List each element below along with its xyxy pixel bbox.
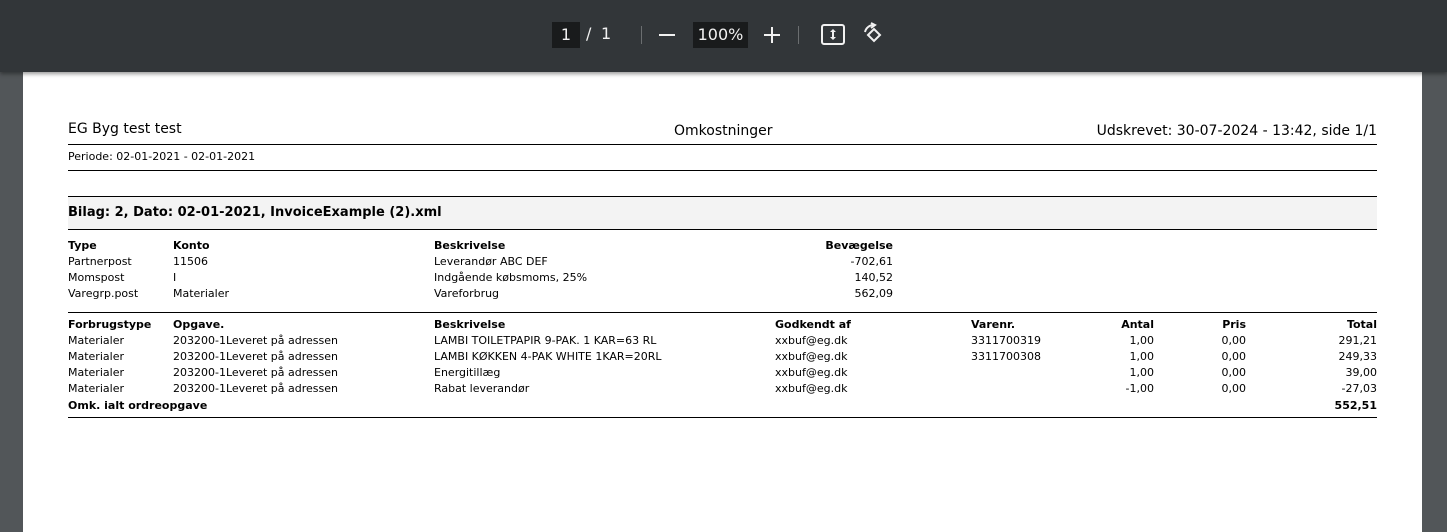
postings-rule (68, 312, 1377, 313)
pdf-toolbar (0, 0, 1447, 72)
consumption-godkendt: xxbuf@eg.dk (775, 366, 848, 379)
total-pages: 1 (601, 24, 612, 43)
consumption-antal: 1,00 (1129, 334, 1154, 347)
consumption-beskrivelse: LAMBI KØKKEN 4-PAK WHITE 1KAR=20RL (434, 350, 662, 363)
page-number-input[interactable]: 1 (552, 22, 580, 48)
posting-beskrivelse: Indgående købsmoms, 25% (434, 271, 588, 284)
minus-icon (655, 20, 679, 50)
voucher-header-band (68, 196, 1377, 230)
consumption-pris: 0,00 (1221, 334, 1246, 347)
consumption-opgave: 203200-1Leveret på adressen (173, 350, 338, 363)
period-rule (68, 170, 1377, 171)
postings-header-type: Type (68, 239, 97, 252)
printed-info: Udskrevet: 30-07-2024 - 13:42, side 1/1 (1096, 123, 1377, 139)
zoom-out-button[interactable] (655, 20, 679, 50)
header-rule (68, 144, 1377, 145)
posting-beskrivelse: Vareforbrug (434, 287, 500, 300)
consumption-forbrugstype: Materialer (68, 350, 124, 363)
consumption-antal: 1,00 (1129, 366, 1154, 379)
consumption-godkendt: xxbuf@eg.dk (775, 382, 848, 395)
plus-icon (760, 20, 784, 50)
report-title: Omkostninger (674, 123, 773, 139)
posting-type: Varegrp.post (68, 287, 139, 300)
consumption-total: 291,21 (1338, 334, 1377, 347)
consumption-varenr: 3311700308 (971, 350, 1041, 363)
consumption-forbrugstype: Materialer (68, 366, 124, 379)
consumption-total: 39,00 (1345, 366, 1377, 379)
zoom-in-button[interactable] (760, 20, 784, 50)
total-rule (68, 417, 1377, 418)
consumption-pris: 0,00 (1221, 366, 1246, 379)
toolbar-divider (798, 26, 799, 44)
consumption-header-opgave: Opgave. (173, 318, 225, 331)
period-label: Periode: 02-01-2021 - 02-01-2021 (68, 150, 256, 163)
postings-header-beskrivelse: Beskrivelse (434, 239, 506, 252)
pdf-page (23, 72, 1422, 532)
fit-page-icon (820, 22, 846, 48)
consumption-varenr: 3311700319 (971, 334, 1041, 347)
consumption-header-total: Total (1346, 318, 1377, 331)
consumption-forbrugstype: Materialer (68, 334, 124, 347)
consumption-header-godkendt: Godkendt af (775, 318, 851, 331)
consumption-godkendt: xxbuf@eg.dk (775, 334, 848, 347)
consumption-beskrivelse: LAMBI TOILETPAPIR 9-PAK. 1 KAR=63 RL (434, 334, 657, 347)
company-name: EG Byg test test (68, 121, 182, 137)
consumption-header-varenr: Varenr. (971, 318, 1016, 331)
toolbar-divider (641, 26, 642, 44)
consumption-opgave: 203200-1Leveret på adressen (173, 382, 338, 395)
consumption-header-antal: Antal (1121, 318, 1154, 331)
posting-bevaegelse: 140,52 (854, 271, 893, 284)
posting-bevaegelse: 562,09 (854, 287, 893, 300)
zoom-level-input[interactable]: 100% (693, 22, 748, 48)
consumption-total: 249,33 (1338, 350, 1377, 363)
postings-header-konto: Konto (173, 239, 210, 252)
consumption-opgave: 203200-1Leveret på adressen (173, 334, 338, 347)
posting-konto: Materialer (173, 287, 229, 300)
page-separator: / (586, 24, 592, 43)
consumption-forbrugstype: Materialer (68, 382, 124, 395)
fit-to-page-button[interactable] (820, 22, 846, 48)
consumption-opgave: 203200-1Leveret på adressen (173, 366, 338, 379)
consumption-header-beskrivelse: Beskrivelse (434, 318, 506, 331)
posting-type: Partnerpost (68, 255, 132, 268)
consumption-pris: 0,00 (1221, 350, 1246, 363)
consumption-pris: 0,00 (1221, 382, 1246, 395)
postings-header-bevaegelse: Bevægelse (825, 239, 893, 252)
voucher-header: Bilag: 2, Dato: 02-01-2021, InvoiceExample (2).xml (68, 205, 442, 220)
rotate-button[interactable] (860, 22, 886, 48)
consumption-antal: -1,00 (1125, 382, 1154, 395)
posting-bevaegelse: -702,61 (850, 255, 893, 268)
consumption-total-label: Omk. ialt ordreopgave (68, 399, 208, 412)
consumption-total: -27,03 (1341, 382, 1377, 395)
consumption-header-pris: Pris (1222, 318, 1246, 331)
consumption-godkendt: xxbuf@eg.dk (775, 350, 848, 363)
rotate-icon (860, 22, 886, 48)
consumption-beskrivelse: Energitillæg (434, 366, 501, 379)
posting-type: Momspost (68, 271, 125, 284)
consumption-beskrivelse: Rabat leverandør (434, 382, 530, 395)
consumption-total-value: 552,51 (1334, 399, 1377, 412)
consumption-header-forbrugstype: Forbrugstype (68, 318, 152, 331)
posting-konto: I (173, 271, 177, 284)
posting-beskrivelse: Leverandør ABC DEF (434, 255, 548, 268)
consumption-antal: 1,00 (1129, 350, 1154, 363)
posting-konto: 11506 (173, 255, 208, 268)
